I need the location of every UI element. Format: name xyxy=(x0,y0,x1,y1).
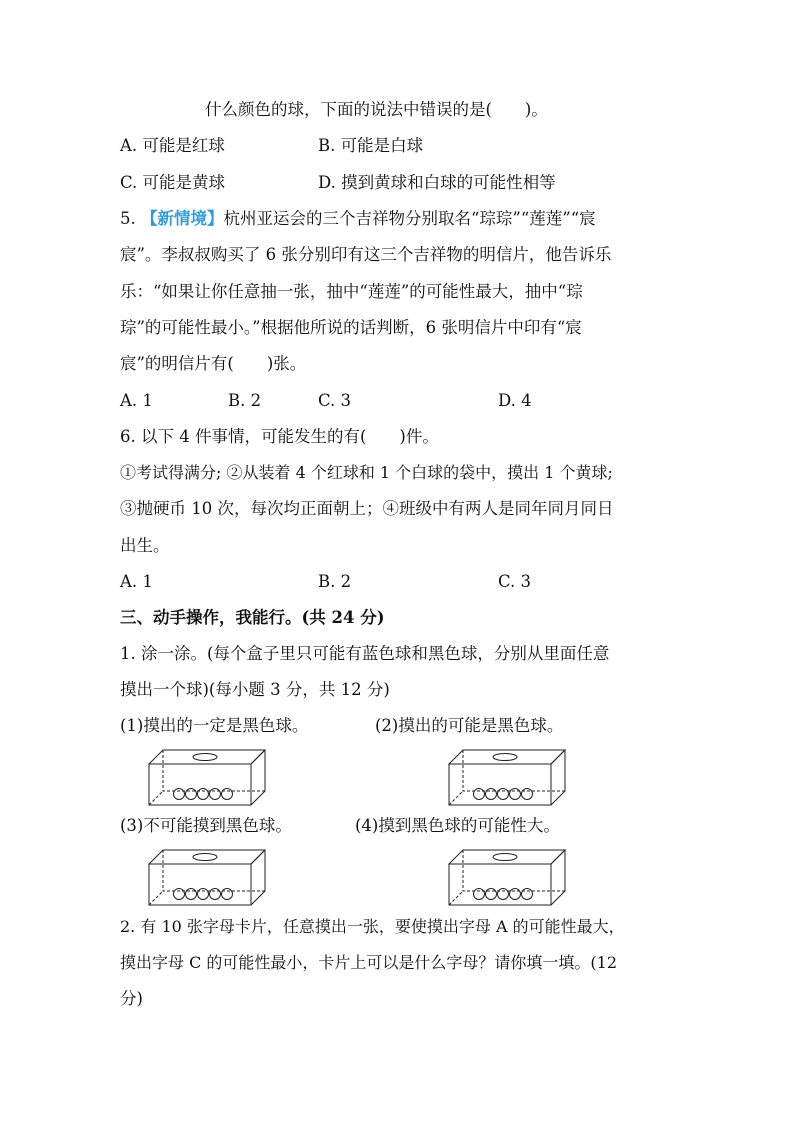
q4-option-d: D. 摸到黄球和白球的可能性相等 xyxy=(318,173,556,192)
q5-number: 5. xyxy=(120,209,136,228)
q6-option-b: B. 2 xyxy=(318,572,352,591)
box-illustration-2 xyxy=(448,748,566,806)
q4-stem-tail: 什么颜色的球，下面的说法中错误的是( )。 xyxy=(205,100,548,119)
section-3-heading: 三、动手操作，我能行。(共 24 分) xyxy=(120,608,385,627)
q5-option-c: C. 3 xyxy=(318,391,352,410)
q4-option-c: C. 可能是黄球 xyxy=(120,173,226,192)
q5-line-3: 乐：“如果让你任意抽一张，抽中“莲莲”的可能性最大，抽中“琮 xyxy=(120,282,583,301)
ball-box-4[interactable] xyxy=(448,848,566,906)
q4-option-b: B. 可能是白球 xyxy=(318,136,424,155)
s3-q2-line-1: 2. 有 10 张字母卡片，任意摸出一张，要使摸出字母 A 的可能性最大， xyxy=(120,917,625,936)
q5-tag: 【新情境】 xyxy=(141,209,224,228)
q5-option-d: D. 4 xyxy=(498,391,532,410)
q6-line-3: 出生。 xyxy=(120,536,170,555)
q6-option-c: C. 3 xyxy=(498,572,532,591)
q5-option-a: A. 1 xyxy=(120,391,153,410)
q5-text-1: 杭州亚运会的三个吉祥物分别取名“琮琮”“莲莲”“宸 xyxy=(223,209,596,228)
q6-line-2: ③抛硬币 10 次，每次均正面朝上；④班级中有两人是同年同月同日 xyxy=(120,499,614,518)
ball-box-3[interactable] xyxy=(148,848,266,906)
s3-q2-line-2: 摸出字母 C 的可能性最小，卡片上可以是什么字母？请你填一填。(12 xyxy=(120,953,618,972)
s3-q2-line-3: 分) xyxy=(120,989,143,1008)
q6-stem: 6. 以下 4 件事情，可能发生的有( )件。 xyxy=(120,427,439,446)
box-illustration-1 xyxy=(148,748,266,806)
q5-line-2: 宸”。李叔叔购买了 6 张分别印有这三个吉祥物的明信片，他告诉乐 xyxy=(120,245,612,264)
ball-box-1[interactable] xyxy=(148,748,266,806)
s3-q1-sub-4: (4)摸到黑色球的可能性大。 xyxy=(355,816,560,835)
s3-q1-sub-1: (1)摸出的一定是黑色球。 xyxy=(120,716,309,735)
q5-line-1 xyxy=(120,208,596,230)
q6-option-a: A. 1 xyxy=(120,572,153,591)
q4-option-a: A. 可能是红球 xyxy=(120,136,225,155)
q5-option-b: B. 2 xyxy=(228,391,262,410)
box-illustration-4 xyxy=(448,848,566,906)
q5-line-4: 琮”的可能性最小。”根据他所说的话判断，6 张明信片中印有“宸 xyxy=(120,318,582,337)
s3-q1-sub-2: (2)摸出的可能是黑色球。 xyxy=(375,716,564,735)
s3-q1-line-2: 摸出一个球)(每小题 3 分，共 12 分) xyxy=(120,680,390,699)
q5-line-5: 宸”的明信片有( )张。 xyxy=(120,354,307,373)
ball-box-2[interactable] xyxy=(448,748,566,806)
box-illustration-3 xyxy=(148,848,266,906)
s3-q1-sub-3: (3)不可能摸到黑色球。 xyxy=(120,816,292,835)
q6-line-1: ①考试得满分; ②从装着 4 个红球和 1 个白球的袋中，摸出 1 个黄球; xyxy=(120,463,613,482)
s3-q1-line-1: 1. 涂一涂。(每个盒子里只可能有蓝色球和黑色球，分别从里面任意 xyxy=(120,644,610,663)
